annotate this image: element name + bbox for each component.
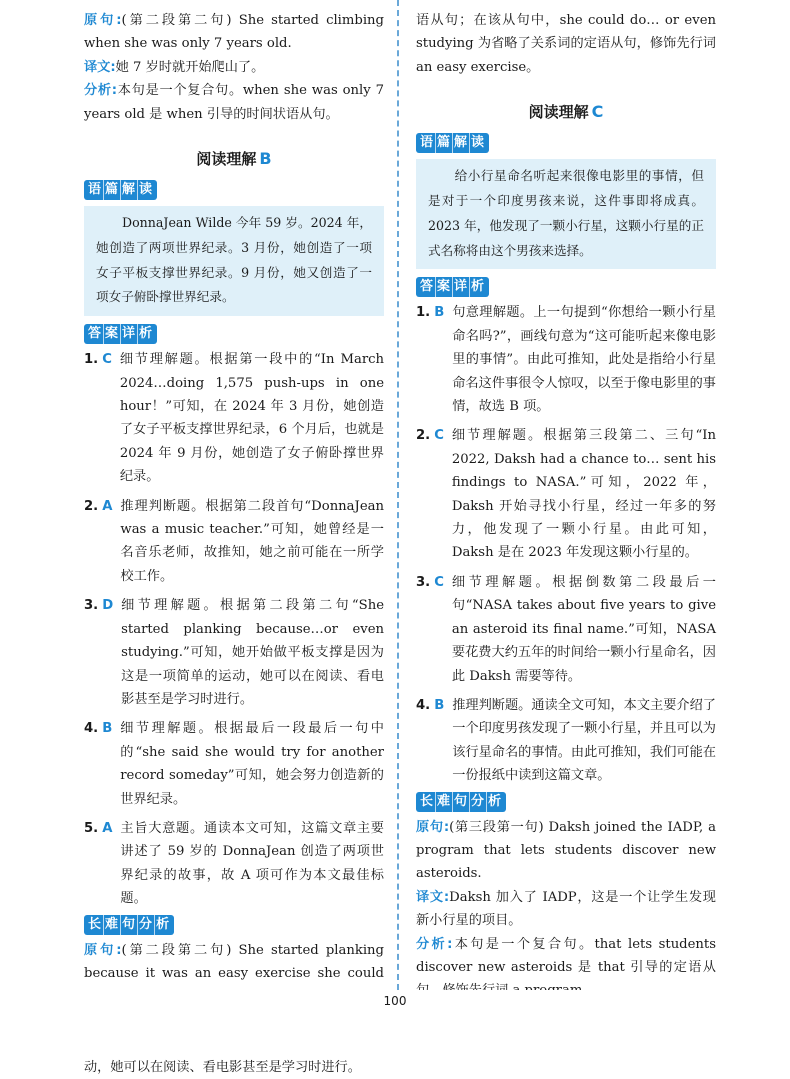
section-b-title: 阅读理解 B [196,149,272,169]
answer-item: 3. C 细节理解题。根据倒数第二段最后一句“NASA takes about five years to give an asteroid its final name.”可知，NASA 要花费大约五年的时间给一颗小行星命名，因此 Daksh 需要等待。 [416,574,716,684]
column-divider [397,0,399,990]
tag-passage-reading-b: 语 篇 解 读 [84,180,157,200]
tag-sentence-analysis-c: 长 难 句 分 析 [416,792,506,812]
passage-summary-c: 给小行星命名听起来很像电影里的事情，但是对于一个印度男孩来说，这件事即将成真。2023 年，他发现了一颗小行星，这颗小行星的正式名称将由这个男孩来选择。 [416,159,716,269]
right-column [416,0,716,1003]
tag-answers-c: 答 案 详 析 [416,277,489,297]
top-translation: 译文:她 7 岁时就开始爬山了。 [84,59,265,75]
answer-item: 4. B 细节理解题。根据最后一段最后一句中的“she said she would try for another record someday”可知，她会努力创造新的世界纪录。 [84,721,384,807]
sentence-translation-b: 动，她可以在阅读、看电影甚至是学习时进行。 [84,1059,361,1075]
section-c-title: 阅读理解 C [528,102,604,122]
passage-summary-b: DonnaJean Wilde 今年 59 岁。2024 年，她创造了两项世界纪录。3 月份，她创造了一项女子平板支撑世界纪录。9 月份，她又创造了一项女子俯卧撑世界纪录。 [84,206,384,316]
sentence-analysis-c: 分析:本句是一个复合句。that lets students discover new asteroids 是 that 引导的定语从 [416,936,716,975]
answer-item: 1. B 句意理解题。上一句提到“你想给一颗小行星命名吗?”，画线句意为“这可能听起来像电影里的事情”。由此可推知，此处是指给小行星命名这件事很令人惊叹，以至于像电影里的事情，故选 B 项。 [416,305,716,415]
answer-item: 5. A 主旨大意题。通读本文可知，这篇文章主要讲述了 59 岁的 DonnaJean 创造了两项世界纪录的故事，故 A 项可作为本文最佳标题。 [84,820,384,907]
answer-item: 2. C 细节理解题。根据第三段第二、三句“In 2022, Daksh had a chance to… sent his findings to NASA.”可知，2022 年，Daksh 开始寻找小行星，经过一年多的努力，他发现了一颗小行星。由此可知，Daksh 是在 2023 年发现这颗小行星的。 [416,428,716,561]
tag-answers-b: 答 案 详 析 [84,324,157,344]
sentence-original-c: 原句:(第三段第一句) Daksh joined the IADP, a program that lets students discover new asteroids. [416,819,717,882]
answer-item: 1. C 细节理解题。根据第一段中的“In March 2024…doing 1,575 push-ups in one hour！”可知，在 2024 年 3 月份，她创造了女子平板支撑世界纪录，6 个月后，也就是 2024 年 9 月份，她创造了女子俯卧撑世界纪录。 [84,352,384,485]
answer-item: 2. A 推理判断题。根据第二段首句“DonnaJean was a music teacher.”可知，她曾经是一名音乐老师，故推知，她之前可能在一所学校工作。 [84,498,384,584]
answer-item: 3. D 细节理解题。根据第二段第二句“She started planking because…or even studying.”可知，她开始做平板支撑是因为这是一项简单的运动，她可以在阅读、看电影甚至是学习时进行。 [84,598,384,707]
top-orig-sentence: 原句:(第二段第二句) She started climbing when she was only 7 years old. [84,13,384,52]
tag-sentence-analysis-b: 长 难 句 分 析 [84,915,174,935]
sentence-original-b: 原句:(第二段第二句) She started planking because it was an easy exercise she could [84,942,384,981]
top-analysis: 分析:本句是一个复合句。when she was only 7 years old 是 when 引导的时间状语从句。 [84,83,384,122]
tag-passage-reading-c: 语 篇 解 读 [416,133,489,153]
sentence-translation-c: 译文:Daksh 加入了 IADP，这是一个让学生发现新小行星的项目。 [416,889,716,929]
answer-item: 4. B 推理判断题。通读全文可知，本文主要介绍了一个印度男孩发现了一颗小行星，并且可以为该行星命名的事情。由此可推知，我们可能在一份报纸中读到这篇文章。 [416,697,716,784]
page-number: 100 [383,994,407,1008]
top-sentence-tail: 语从句；在该从句中，she could do… or even studying 为省略了关系词的定语从句，修饰先行词 an easy exercise。 [416,13,716,75]
left-column [84,0,384,1079]
